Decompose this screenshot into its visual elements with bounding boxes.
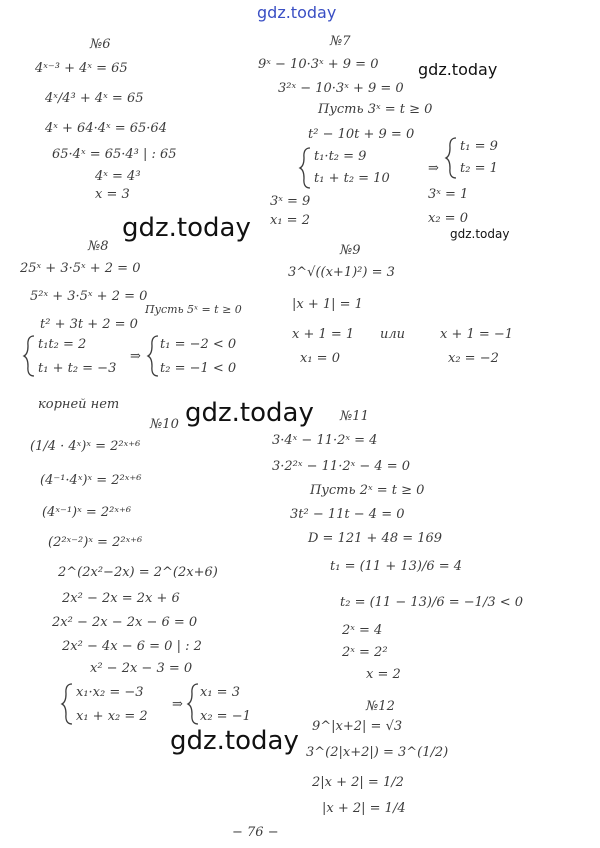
- problem-6-line-1: 4ˣ⁻³ + 4ˣ = 65: [35, 61, 128, 76]
- problem-9-line-1: 3^√((x+1)²) = 3: [288, 265, 395, 280]
- problem-12-line-3: 2|x + 2| = 1/2: [312, 775, 404, 790]
- problem-9-line-2: |x + 1| = 1: [292, 297, 363, 312]
- problem-7-line-6: t₁ + t₂ = 10: [314, 171, 390, 186]
- problem-11-line-5: D = 121 + 48 = 169: [308, 531, 443, 546]
- implies-10: ⇒: [172, 697, 183, 712]
- problem-11-line-4: 3t² − 11t − 4 = 0: [290, 507, 405, 522]
- problem-6-number: №6: [90, 37, 111, 52]
- problem-12-number: №12: [366, 699, 395, 714]
- problem-9-line-5: x + 1 = −1: [440, 327, 514, 342]
- problem-7-number: №7: [330, 34, 351, 49]
- problem-8-line-6: t₁ + t₂ = −3: [38, 361, 117, 376]
- problem-10-line-11: x₁ + x₂ = 2: [76, 709, 148, 724]
- watermark-2: gdz.today: [418, 60, 498, 79]
- problem-7-line-5: t₁·t₂ = 9: [314, 149, 367, 164]
- problem-10-line-12: x₁ = 3: [200, 685, 240, 700]
- problem-6-line-6: x = 3: [95, 187, 130, 202]
- problem-11-line-6: t₁ = (11 + 13)/6 = 4: [330, 559, 463, 574]
- watermark-4: gdz.today: [185, 398, 314, 428]
- problem-8-line-9: корней нет: [38, 397, 120, 412]
- problem-11-line-7: t₂ = (11 − 13)/6 = −1/3 < 0: [340, 595, 524, 610]
- problem-8-number: №8: [88, 239, 109, 254]
- problem-6-line-3: 4ˣ + 64·4ˣ = 65·64: [45, 121, 167, 136]
- problem-10-line-2: (4⁻¹·4ˣ)ˣ = 2²ˣ⁺⁶: [40, 473, 142, 488]
- brace-8a: [24, 336, 36, 376]
- problem-7-line-2: 3²ˣ − 10·3ˣ + 9 = 0: [278, 81, 404, 96]
- problem-10-line-6: 2x² − 2x = 2x + 6: [62, 591, 180, 606]
- problem-8-line-5: t₁t₂ = 2: [38, 337, 87, 352]
- problem-11-line-8: 2ˣ = 4: [342, 623, 383, 638]
- problem-12-line-1: 9^|x+2| = √3: [312, 719, 403, 734]
- problem-10-line-1: (1/4 · 4ˣ)ˣ = 2²ˣ⁺⁶: [30, 439, 141, 454]
- problem-11-line-10: x = 2: [366, 667, 401, 682]
- page-number: − 76 −: [232, 825, 279, 840]
- brace-7a: [300, 148, 312, 188]
- problem-7-line-4: t² − 10t + 9 = 0: [308, 127, 415, 142]
- problem-10-line-9: x² − 2x − 3 = 0: [90, 661, 193, 676]
- problem-7-line-11: x₁ = 2: [270, 213, 310, 228]
- problem-7-line-12: x₂ = 0: [428, 211, 468, 226]
- problem-10-number: №10: [150, 417, 179, 432]
- watermark-1: gdz.today: [122, 213, 251, 243]
- problem-8-line-3: Пусть 5ˣ = t ≥ 0: [145, 303, 242, 316]
- problem-10-line-7: 2x² − 2x − 2x − 6 = 0: [52, 615, 198, 630]
- problem-7-line-9: 3ˣ = 9: [270, 194, 311, 209]
- problem-11-line-2: 3·2²ˣ − 11·2ˣ − 4 = 0: [272, 459, 411, 474]
- problem-10-line-5: 2^(2x²−2x) = 2^(2x+6): [58, 565, 218, 580]
- brace-8b: [148, 336, 160, 376]
- problem-7-line-10: 3ˣ = 1: [428, 187, 469, 202]
- problem-8-line-8: t₂ = −1 < 0: [160, 361, 237, 376]
- problem-8-line-1: 25ˣ + 3·5ˣ + 2 = 0: [20, 261, 141, 276]
- problem-11-line-1: 3·4ˣ − 11·2ˣ = 4: [272, 433, 378, 448]
- problem-12-line-4: |x + 2| = 1/4: [322, 801, 406, 816]
- brace-10b: [188, 684, 200, 724]
- implies-8: ⇒: [130, 349, 141, 364]
- problem-10-line-10: x₁·x₂ = −3: [76, 685, 144, 700]
- brace-10a: [62, 684, 74, 724]
- problem-10-line-8: 2x² − 4x − 6 = 0 | : 2: [62, 639, 202, 654]
- watermark-3: gdz.today: [450, 227, 510, 241]
- problem-10-line-3: (4ˣ⁻¹)ˣ = 2²ˣ⁺⁶: [42, 505, 132, 520]
- problem-11-number: №11: [340, 409, 369, 424]
- watermark-5: gdz.today: [170, 726, 299, 756]
- problem-9-number: №9: [340, 243, 361, 258]
- problem-10-line-13: x₂ = −1: [200, 709, 251, 724]
- problem-7-line-3: Пусть 3ˣ = t ≥ 0: [318, 102, 433, 117]
- problem-9-line-6: x₁ = 0: [300, 351, 340, 366]
- problem-9-line-7: x₂ = −2: [448, 351, 499, 366]
- problem-8-line-2: 5²ˣ + 3·5ˣ + 2 = 0: [30, 289, 148, 304]
- problem-7-line-8: t₂ = 1: [460, 161, 498, 176]
- problem-10-line-4: (2²ˣ⁻²)ˣ = 2²ˣ⁺⁶: [48, 535, 143, 550]
- problem-6-line-2: 4ˣ/4³ + 4ˣ = 65: [45, 91, 144, 106]
- problem-9-line-4: или: [380, 327, 406, 342]
- watermark-top: gdz.today: [257, 3, 337, 22]
- problem-8-line-4: t² + 3t + 2 = 0: [40, 317, 138, 332]
- brace-7b: [446, 138, 458, 178]
- implies-7: ⇒: [428, 161, 439, 176]
- problem-6-line-4: 65·4ˣ = 65·4³ | : 65: [52, 147, 177, 162]
- problem-9-line-3: x + 1 = 1: [292, 327, 355, 342]
- problem-11-line-9: 2ˣ = 2²: [342, 645, 388, 660]
- problem-12-line-2: 3^(2|x+2|) = 3^(1/2): [306, 745, 449, 760]
- problem-6-line-5: 4ˣ = 4³: [95, 169, 141, 184]
- problem-8-line-7: t₁ = −2 < 0: [160, 337, 237, 352]
- problem-11-line-3: Пусть 2ˣ = t ≥ 0: [310, 483, 425, 498]
- problem-7-line-7: t₁ = 9: [460, 139, 498, 154]
- problem-7-line-1: 9ˣ − 10·3ˣ + 9 = 0: [258, 57, 379, 72]
